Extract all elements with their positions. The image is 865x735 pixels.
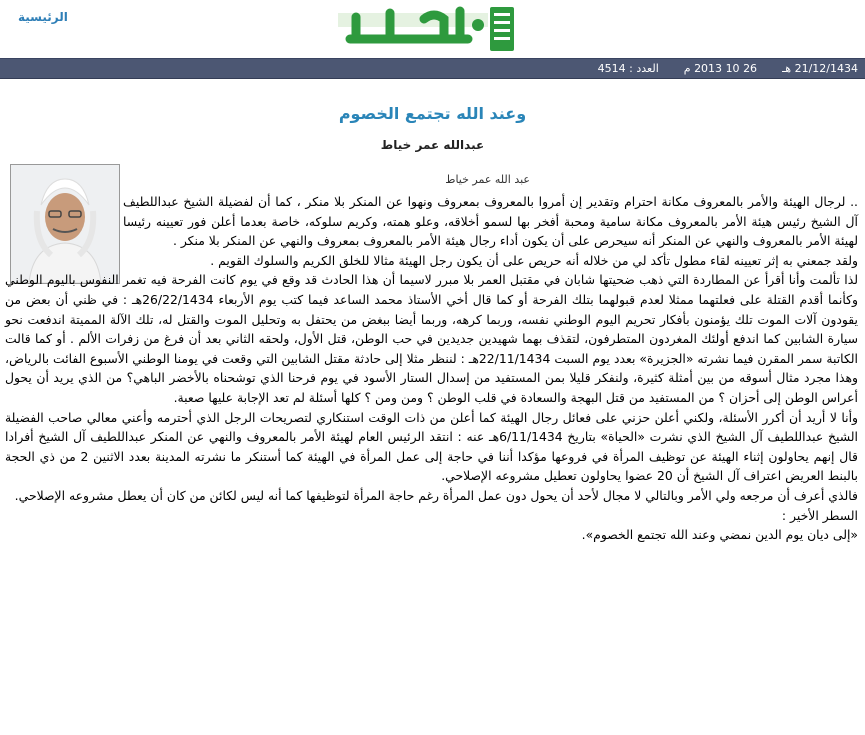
paragraph: لذا تألمت وأنا أقرأ عن المطاردة التي ذهب ضحيتها شابان في مقتبل العمر بلا مبرر لاسيما أن هذا الحادث قد وقع في يوم كانت الفرحة فيه تغمر النفوس باليوم الوطني وكأنما أقدم القتلة على فعلتهما ممثلا لعدم قبولهما بتلك الفرحة أو كما قال أخي الأستاذ محمد الساعد فيما كتب يوم الأربعاء 26/22/1434هـ : في ظني أن بعض من يقودون آلات الموت تلك يؤمنون بأفكار تحريم اليوم الوطني نفسه، وربما كرهه، وربما أيضا ببغض من يحتفل به وتحليل الموت والقتل له، تلك الآلة المميتة اندفعت نحو سيارة الشابين كما اندفع أولئك المغردون المتطرفون، لتقذف بهما شهيدين جديدين في حب الوطن، قتل الأول، ولحقه الثاني بعد أن فرغ من زفرات الألم . أو كما قالت الكاتبة سمر المقرن فيما نشرته «الجزيرة» بعدد يوم السبت 22/11/1434هـ : لننظر مثلا إلى حادثة مقتل الشابين التي وقعت في يومنا الوطني الأسبوع الفائت بالرياض، وهذا مجرد مثال أسوقه من بين أمثلة كثيرة، ولنفكر قليلا بمن المستفيد من إسدال الستار الأسود في يوم فرحنا الذي توشحناه بالأخضر الباهي؟ من الذي يريد أن يحول أعراس الوطن إلى أحزان ؟ من المستفيد من قتل البهجة والسعادة في قلب الوطن ؟ ومن ومن ؟ كلها أسئلة لم تعد الإجابة عليها صعبة. (5, 272, 858, 405)
byline: عبد الله عمر خياط (445, 173, 530, 186)
paragraph: «إلى ديان يوم الدين نمضي وعند الله تجتمع الخصوم». (581, 527, 858, 543)
paragraph: ولقد جمعني به إثر تعيينه لقاء مطول تأكد لي من خلاله أنه حريص على أن يكون رجل الهيئة مثالا للخلق الكريم والسلوك القويم . (210, 252, 858, 268)
home-link[interactable]: الرئيسية (18, 10, 68, 24)
okaz-logo[interactable] (338, 3, 520, 55)
site-header (0, 0, 865, 58)
issue-number: 4514 (597, 62, 626, 75)
paragraph: .. لرجال الهيئة والأمر بالمعروف مكانة احترام وتقدير إن أمروا بالمعروف بمعروف ونهوا عن المنكر بلا منكر ، كما أن لفضيلة الشيخ عبداللطيف آل الشيخ رئيس هيئة الأمر بالمعروف مكانة سامية ومحبة أفخر بها لسمو أخلاقه، وعلو همته، وكريم سلوكه، خاصة بعدما أعلن فور تعيينه رئيسا لهيئة الأمر بالمعروف والنهي عن المنكر أنه سيحرص على أن يكون أداء رجال هيئة الأمر بالمعروف بمعروف والنهي عن المنكر بلا منكر . (123, 194, 858, 249)
paragraph: وأنا لا أريد أن أكرر الأسئلة، ولكني أعلن حزني على فعائل رجال الهيئة كما أعلن من ذات الوقت استنكاري لتصريحات الرجل الذي أحترمه وأعني معالي صاحب الفضيلة الشيخ عبداللطيف آل الشيخ الذي نشرت «الحياة» بتاريخ 6/11/1434هـ عنه : انتقد الرئيس العام لهيئة الأمر بالمعروف والنهي عن المنكر عبداللطيف آل الشيخ أفرادا قال إنهم يحاولون إثناء الهيئة عن توظيف المرأة في فروعها مؤكدا أننا في حاجة إلى عمل المرأة في الهيئة كما أستنكر ما نشرته المدينة بعدد الاثنين 2 من ذي الحجة بالبنط العريض اعتراف آل الشيخ أن 20 عضوا يحاولون تعطيل مشروعه الإصلاحي. (5, 409, 858, 484)
issue-info (0, 62, 858, 75)
hijri-date: 21/12/1434 هـ (782, 62, 858, 75)
info-bar (0, 58, 865, 79)
paragraph: فالذي أعرف أن مرجعه ولي الأمر وبالتالي لا مجال لأحد أن يحول دون عمل المرأة رغم حاجة المرأة لتوظيفها كما أنه ليس لكائن من كان أن يعطل مشروعه الإصلاحي. (14, 487, 858, 503)
gregorian-date: 26 10 2013 م (683, 62, 758, 75)
paragraph: السطر الأخير : (781, 507, 858, 523)
article-body (5, 192, 858, 545)
issue-label: العدد : (629, 62, 659, 75)
article-title: وعند الله تجتمع الخصوم (338, 104, 527, 123)
article-author: عبدالله عمر خياط (380, 138, 485, 152)
